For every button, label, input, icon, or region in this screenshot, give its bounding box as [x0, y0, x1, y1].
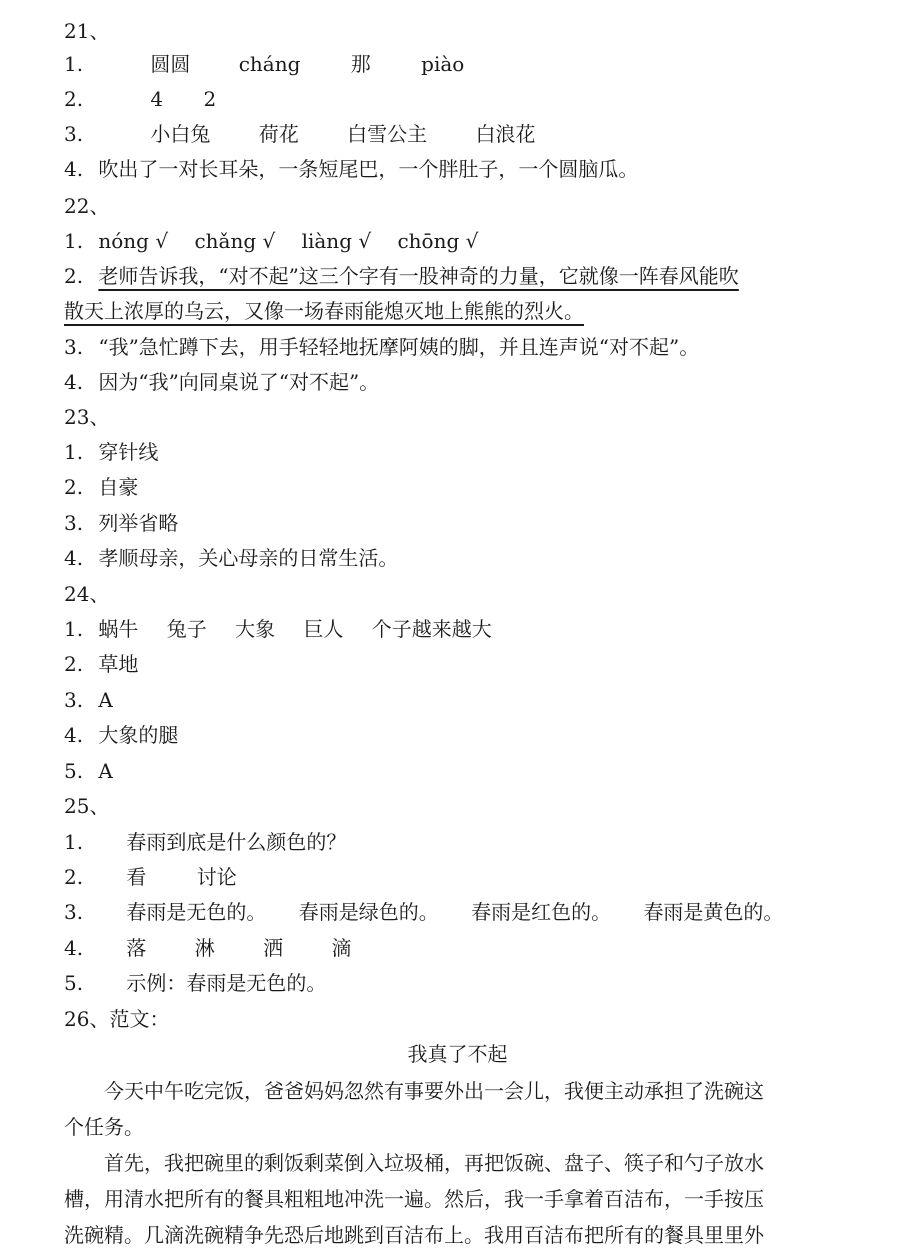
essay-line: 今天中午吃完饭，爸爸妈妈忽然有事要外出一会儿，我便主动承担了洗碗这	[104, 1079, 764, 1103]
answer-part: liàng √	[301, 229, 372, 253]
section-heading-22: 22、	[64, 194, 110, 218]
item-number: 4.	[64, 723, 84, 747]
item-number: 1.	[64, 440, 84, 464]
answer-21-4	[64, 155, 638, 185]
answer-part: 荷花	[258, 122, 299, 146]
underlined-answer-text: 散天上浓厚的乌云，又像一场春雨能熄灭地上熊熊的烈火。	[64, 299, 584, 323]
section-heading-24: 24、	[64, 582, 110, 606]
answer-text: 草地	[98, 652, 139, 676]
answer-25-4	[64, 934, 351, 964]
answer-24-3	[64, 686, 113, 716]
answer-text: 因为“我”向同桌说了“对不起”。	[98, 370, 380, 394]
answer-part: piào	[421, 52, 465, 76]
answer-part: 春雨是绿色的。	[298, 900, 439, 924]
answer-text: A	[98, 759, 113, 783]
answer-part: cháng	[238, 52, 301, 76]
answer-22-4	[64, 368, 379, 398]
item-number: 2.	[64, 652, 84, 676]
answer-part: 圆圆	[150, 52, 191, 76]
answer-text: 大象的腿	[98, 723, 179, 747]
item-number: 2.	[64, 865, 84, 889]
answer-text: “我”急忙蹲下去，用手轻轻地抚摩阿姨的脚，并且连声说“对不起”。	[98, 335, 700, 359]
answer-text: A	[98, 688, 113, 712]
answer-part: 春雨是黄色的。	[643, 900, 784, 924]
answer-part: 大象	[235, 617, 276, 641]
answer-text: 吹出了一对长耳朵，一条短尾巴，一个胖肚子，一个圆脑瓜。	[98, 157, 639, 181]
answer-21-3	[64, 120, 535, 150]
item-number: 1.	[64, 830, 84, 854]
answer-23-2	[64, 473, 138, 503]
answer-25-3	[64, 898, 783, 928]
answer-part: 兔子	[166, 617, 207, 641]
item-number: 3.	[64, 688, 84, 712]
essay-line: 槽，用清水把所有的餐具粗粗地冲洗一遍。然后，我一手拿着百洁布，一手按压	[64, 1187, 764, 1211]
section-heading-23: 23、	[64, 405, 110, 429]
item-number: 4.	[64, 936, 84, 960]
answer-part: chǎng √	[194, 229, 276, 253]
item-number: 5.	[64, 759, 84, 783]
item-number: 1.	[64, 229, 84, 253]
answer-part: nóng √	[98, 229, 169, 253]
answer-text: 自豪	[98, 475, 139, 499]
answer-part: 洒	[263, 936, 284, 960]
item-number: 1.	[64, 52, 84, 76]
answer-part: 看	[126, 865, 147, 889]
section-heading-26: 26、范文：	[64, 1007, 170, 1031]
answer-25-5	[64, 969, 326, 999]
item-number: 2.	[64, 475, 84, 499]
answer-part: 春雨是红色的。	[471, 900, 612, 924]
answer-text: 春雨到底是什么颜色的？	[126, 830, 347, 854]
answer-23-3	[64, 509, 178, 539]
answer-21-2	[64, 85, 216, 115]
answer-23-1	[64, 438, 158, 468]
answer-part: 白浪花	[475, 122, 536, 146]
essay-paragraph-1	[64, 1073, 844, 1145]
answer-part: 那	[350, 52, 371, 76]
essay-line: 洗碗精。几滴洗碗精争先恐后地跳到百洁布上。我用百洁布把所有的餐具里里外	[64, 1223, 764, 1247]
item-number: 4.	[64, 546, 84, 570]
answer-part: 讨论	[196, 865, 237, 889]
item-number: 4.	[64, 157, 84, 181]
answer-25-2	[64, 863, 237, 893]
item-number: 2.	[64, 264, 84, 288]
answer-part: 小白兔	[150, 122, 211, 146]
answer-text: 孝顺母亲，关心母亲的日常生活。	[98, 546, 399, 570]
item-number: 1.	[64, 617, 84, 641]
essay-paragraph-2	[64, 1145, 844, 1253]
answer-25-1	[64, 828, 346, 858]
item-number: 3.	[64, 335, 84, 359]
answer-part: 蜗牛	[98, 617, 139, 641]
answer-24-1	[64, 615, 492, 645]
essay-line: 首先，我把碗里的剩饭剩菜倒入垃圾桶，再把饭碗、盘子、筷子和勺子放水	[104, 1151, 764, 1175]
answer-part: 4	[150, 87, 164, 111]
answer-24-4	[64, 721, 178, 751]
answer-23-4	[64, 544, 398, 574]
answer-part: 春雨是无色的。	[126, 900, 267, 924]
underlined-answer-text: 老师告诉我，“对不起”这三个字有一股神奇的力量，它就像一阵春风能吹	[98, 264, 739, 288]
answer-21-1	[64, 50, 464, 80]
answer-part: 落	[126, 936, 147, 960]
answer-22-1	[64, 227, 478, 257]
answer-part: 淋	[194, 936, 215, 960]
item-number: 3.	[64, 511, 84, 535]
answer-24-5	[64, 757, 113, 787]
answer-part: 巨人	[303, 617, 344, 641]
answer-22-2-line1	[64, 262, 739, 292]
section-heading-25: 25、	[64, 794, 110, 818]
item-number: 3.	[64, 900, 84, 924]
answer-22-2-line2	[64, 297, 584, 327]
answer-text: 示例：春雨是无色的。	[126, 971, 327, 995]
item-number: 2.	[64, 87, 84, 111]
essay-line: 个任务。	[64, 1115, 144, 1139]
answer-part: 2	[203, 87, 217, 111]
answer-part: 白雪公主	[347, 122, 428, 146]
answer-text: 穿针线	[98, 440, 159, 464]
item-number: 5.	[64, 971, 84, 995]
answer-24-2	[64, 650, 138, 680]
answer-part: 个子越来越大	[371, 617, 492, 641]
section-heading-21: 21、	[64, 19, 110, 43]
answer-part: 滴	[331, 936, 352, 960]
essay-title: 我真了不起	[407, 1042, 508, 1066]
answer-22-3	[64, 333, 699, 363]
item-number: 4.	[64, 370, 84, 394]
answer-part: chōng √	[397, 229, 479, 253]
answer-text: 列举省略	[98, 511, 179, 535]
item-number: 3.	[64, 122, 84, 146]
